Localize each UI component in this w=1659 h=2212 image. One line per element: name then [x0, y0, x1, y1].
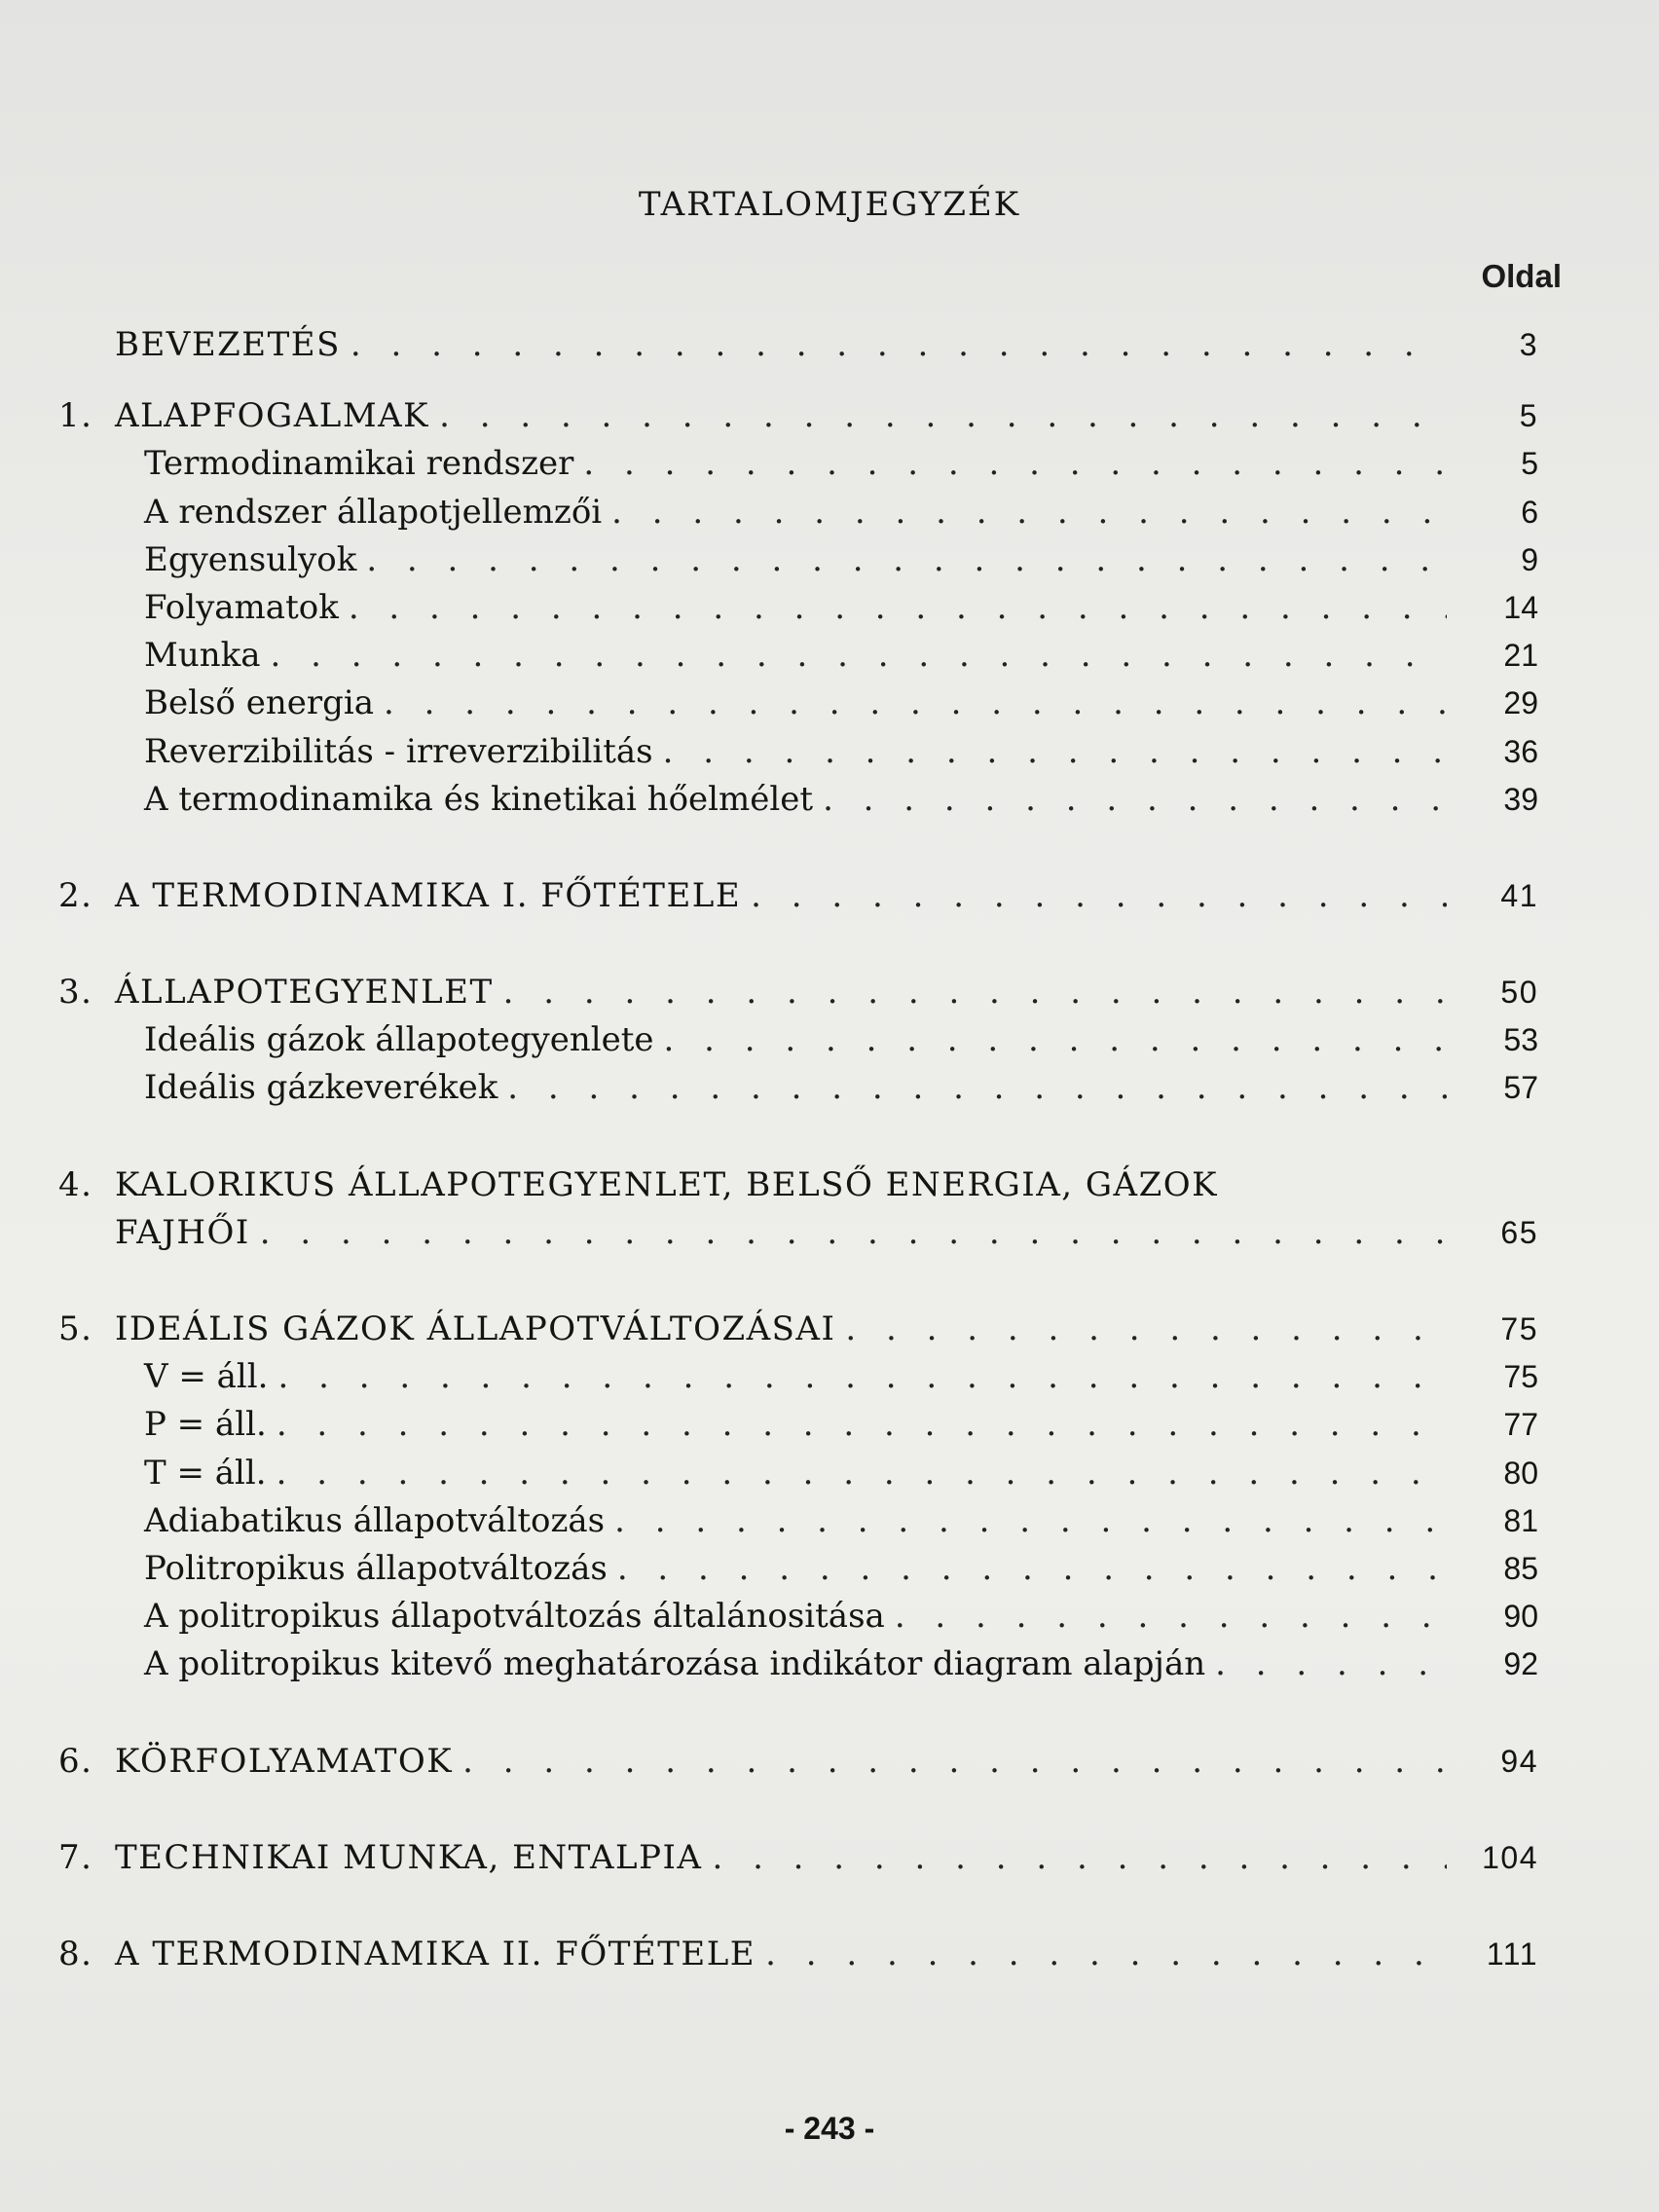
dot-leader — [260, 1209, 1447, 1257]
toc-label: A rendszer állapotjellemzői — [144, 492, 603, 532]
toc-label: Egyensulyok — [144, 539, 357, 579]
toc-label: IDEÁLIS GÁZOK ÁLLAPOTVÁLTOZÁSAI — [115, 1309, 836, 1348]
toc-entry — [58, 321, 1538, 369]
table-of-contents — [58, 321, 1538, 1978]
dot-leader — [366, 536, 1447, 584]
dot-leader — [507, 1064, 1447, 1112]
toc-subentry — [58, 536, 1538, 584]
dot-leader — [663, 728, 1447, 776]
toc-label: Reverzibilitás - irreverzibilitás — [144, 731, 653, 771]
toc-subentry — [58, 489, 1538, 536]
toc-entry — [58, 1306, 1538, 1353]
toc-subentry — [58, 632, 1538, 680]
toc-label: A TERMODINAMIKA II. FŐTÉTELE — [115, 1934, 756, 1973]
toc-entry — [58, 872, 1538, 920]
toc-label-continued: FAJHŐI — [115, 1212, 250, 1252]
toc-label: KÖRFOLYAMATOK — [115, 1741, 454, 1781]
page-title: TARTALOMJEGYZÉK — [638, 185, 1021, 224]
toc-page-number: 50 — [1500, 975, 1538, 1011]
toc-page-number: 90 — [1503, 1599, 1538, 1635]
page-number-footer: - 243 - — [784, 2111, 875, 2146]
toc-label: BEVEZETÉS — [115, 325, 341, 364]
toc-subentry — [58, 1497, 1538, 1545]
toc-entry — [58, 1738, 1538, 1786]
toc-subentry — [58, 680, 1538, 727]
dot-leader — [503, 969, 1447, 1016]
dot-leader — [617, 1545, 1447, 1593]
toc-subentry — [58, 1545, 1538, 1593]
dot-leader — [611, 489, 1447, 536]
toc-number: 2. — [58, 875, 93, 915]
toc-subentry — [58, 440, 1538, 488]
toc-label: T = áll. — [144, 1453, 267, 1493]
dot-leader — [895, 1593, 1447, 1641]
toc-label: TECHNIKAI MUNKA, ENTALPIA — [115, 1837, 703, 1877]
toc-page-number: 53 — [1503, 1022, 1538, 1058]
toc-page-number: 6 — [1521, 494, 1538, 530]
toc-entry — [58, 1161, 1538, 1209]
dot-leader — [845, 1306, 1447, 1353]
toc-number: 3. — [58, 973, 93, 1013]
toc-page-number: 21 — [1503, 638, 1538, 674]
toc-page-number: 5 — [1521, 446, 1538, 482]
toc-subentry — [58, 1016, 1538, 1064]
toc-subentry — [58, 1353, 1538, 1401]
dot-leader — [349, 584, 1447, 632]
toc-page-number: 75 — [1503, 1359, 1538, 1395]
toc-entry — [58, 392, 1538, 440]
toc-page-number: 94 — [1500, 1743, 1538, 1779]
toc-subentry — [58, 728, 1538, 776]
toc-page-number: 3 — [1519, 327, 1538, 362]
toc-page-number: 75 — [1500, 1311, 1538, 1346]
toc-entry — [58, 969, 1538, 1016]
toc-label: A politropikus kitevő meghatározása indikátor diagram alapján — [144, 1644, 1206, 1684]
dot-leader — [583, 440, 1447, 488]
toc-page-number: 77 — [1503, 1407, 1538, 1443]
toc-label: A TERMODINAMIKA I. FŐTÉTELE — [115, 875, 742, 915]
toc-page-number: 104 — [1482, 1839, 1538, 1875]
toc-label: Ideális gázkeverékek — [144, 1068, 498, 1108]
toc-number: 1. — [58, 396, 93, 436]
toc-page-number: 39 — [1503, 781, 1538, 817]
toc-page-number: 65 — [1500, 1214, 1538, 1250]
toc-label: Adiabatikus állapotváltozás — [144, 1500, 606, 1540]
toc-label: A politropikus állapotváltozás általánositása — [144, 1597, 885, 1637]
dot-leader — [712, 1834, 1447, 1882]
dot-leader — [614, 1497, 1447, 1545]
dot-leader — [1215, 1641, 1447, 1688]
toc-page-number: 5 — [1519, 398, 1538, 434]
toc-label: ALAPFOGALMAK — [115, 396, 430, 436]
toc-label: Munka — [144, 636, 261, 676]
toc-page-number: 29 — [1503, 685, 1538, 721]
toc-page-number: 81 — [1503, 1502, 1538, 1538]
dot-leader — [276, 1450, 1447, 1497]
toc-page-number: 36 — [1503, 733, 1538, 769]
dot-leader — [462, 1738, 1447, 1786]
toc-label: Politropikus állapotváltozás — [144, 1548, 608, 1588]
dot-leader — [751, 872, 1447, 920]
toc-page-number: 80 — [1503, 1455, 1538, 1491]
toc-number: 4. — [58, 1164, 93, 1204]
toc-page-number: 41 — [1500, 877, 1538, 913]
toc-label: KALORIKUS ÁLLAPOTEGYENLET, BELSŐ ENERGIA, GÁZOK — [115, 1164, 1218, 1204]
toc-label: Folyamatok — [144, 587, 339, 627]
toc-label: ÁLLAPOTEGYENLET — [115, 973, 494, 1013]
toc-subentry — [58, 776, 1538, 824]
toc-entry-continuation — [58, 1209, 1538, 1257]
toc-entry — [58, 1931, 1538, 1978]
toc-label: P = áll. — [144, 1405, 267, 1445]
toc-subentry — [58, 1064, 1538, 1112]
toc-page-number: 14 — [1503, 589, 1538, 625]
dot-leader — [276, 1401, 1447, 1449]
toc-number: 6. — [58, 1741, 93, 1781]
toc-page-number: 92 — [1503, 1646, 1538, 1682]
toc-label: A termodinamika és kinetikai hőelmélet — [144, 779, 814, 819]
toc-page-number: 85 — [1503, 1550, 1538, 1586]
toc-number: 7. — [58, 1837, 93, 1877]
toc-subentry — [58, 1641, 1538, 1688]
toc-label: Ideális gázok állapotegyenlete — [144, 1020, 654, 1060]
toc-subentry — [58, 1593, 1538, 1641]
toc-subentry — [58, 1401, 1538, 1449]
dot-leader — [384, 680, 1447, 727]
toc-label: V = áll. — [144, 1357, 269, 1397]
toc-label: Termodinamikai rendszer — [144, 444, 574, 484]
toc-subentry — [58, 1450, 1538, 1497]
toc-page-number: 57 — [1503, 1070, 1538, 1106]
toc-number: 8. — [58, 1934, 93, 1973]
dot-leader — [823, 776, 1447, 824]
dot-leader — [277, 1353, 1447, 1401]
toc-page-number: 111 — [1486, 1936, 1538, 1972]
toc-label: Belső energia — [144, 683, 375, 723]
toc-page-number: 9 — [1521, 541, 1538, 577]
toc-subentry — [58, 584, 1538, 632]
toc-entry — [58, 1834, 1538, 1882]
page-column-header: Oldal — [1481, 258, 1562, 294]
dot-leader — [270, 632, 1447, 680]
dot-leader — [765, 1931, 1447, 1978]
dot-leader — [350, 321, 1447, 369]
dot-leader — [664, 1016, 1448, 1064]
dot-leader — [439, 392, 1447, 440]
toc-number: 5. — [58, 1309, 93, 1348]
